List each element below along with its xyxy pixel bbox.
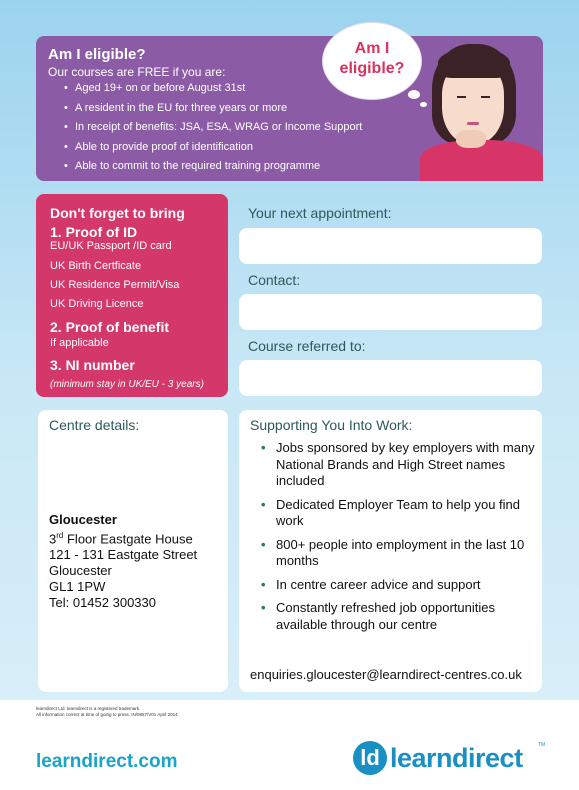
list-item: • In receipt of benefits: JSA, ESA, WRAG or Income Support <box>64 118 362 138</box>
bubble-text-line1: Am I <box>354 40 390 57</box>
list-item: • Constantly refreshed job opportunities available through our centre <box>261 600 537 633</box>
learndirect-logo <box>353 740 523 776</box>
logo-mark-icon: ld <box>353 741 387 775</box>
list-item: • A resident in the EU for three years or more <box>64 99 362 119</box>
address-line <box>49 528 197 547</box>
centre-details-title: Centre details: <box>49 417 140 433</box>
logo-wordmark: learndirect <box>390 742 523 773</box>
proof-of-id-heading: 1. Proof of ID <box>50 224 138 240</box>
proof-of-benefit-heading: 2. Proof of benefit <box>50 319 169 335</box>
list-item: • 800+ people into employment in the last 10 months <box>261 537 537 570</box>
legal-line: All information correct at time of going to press. IN/0857/V01 April 2014 <box>36 712 178 717</box>
course-label: Course referred to: <box>248 338 366 354</box>
character-eye <box>481 96 490 98</box>
list-item: • In centre career advice and support <box>261 577 537 594</box>
appointment-field[interactable] <box>239 228 542 264</box>
list-item: • Able to commit to the required training programme <box>64 157 362 177</box>
floor-ordinal: rd <box>56 531 64 540</box>
bubble-text-line2: eligible? <box>339 60 405 77</box>
list-item: • Able to provide proof of identification <box>64 138 362 158</box>
centre-name: Gloucester <box>49 512 117 527</box>
trademark-symbol: TM <box>538 742 546 748</box>
course-field[interactable] <box>239 360 542 396</box>
bubble-tail <box>408 90 420 99</box>
list-item: • Jobs sponsored by key employers with many National Brands and High Street names included <box>261 440 537 490</box>
centre-address <box>49 512 197 611</box>
telephone: Tel: 01452 300330 <box>49 595 156 611</box>
list-item: • Dedicated Employer Team to help you find work <box>261 497 537 530</box>
dont-forget-title: Don't forget to bring <box>50 205 185 221</box>
address-line: GL1 1PW <box>49 579 106 595</box>
legal-line: learndirect Ltd. learndirect is a registered trademark. <box>36 706 141 711</box>
eligibility-title: Am I eligible? <box>48 46 146 63</box>
floor-number: 3 <box>49 531 57 547</box>
address-line: Gloucester <box>49 563 112 579</box>
list-item: • Aged 19+ on or before August 31st <box>64 79 362 99</box>
contact-field[interactable] <box>239 294 542 330</box>
id-item: UK Birth Certficate <box>50 260 142 272</box>
speech-bubble <box>322 22 422 100</box>
centre-details-box <box>38 410 228 692</box>
id-item: UK Residence Permit/Visa <box>50 279 180 291</box>
ni-note: (minimum stay in UK/EU - 3 years) <box>50 379 204 390</box>
benefit-note: If applicable <box>50 337 109 349</box>
id-item: EU/UK Passport /ID card <box>50 240 172 252</box>
support-box <box>239 410 542 692</box>
character-mouth <box>467 122 479 125</box>
ni-number-heading: 3. NI number <box>50 357 135 373</box>
contact-label: Contact: <box>248 272 301 288</box>
support-list <box>261 440 537 640</box>
bubble-tail <box>420 102 427 107</box>
floor-text: Floor Eastgate House <box>66 531 193 547</box>
character-hand <box>456 130 486 148</box>
eligibility-subtitle: Our courses are FREE if you are: <box>48 65 226 79</box>
website-link[interactable]: learndirect.com <box>36 751 178 772</box>
email-link[interactable]: enquiries.gloucester@learndirect-centres.co.uk <box>250 667 522 682</box>
id-item: UK Driving Licence <box>50 298 144 310</box>
appointment-label: Your next appointment: <box>248 205 392 221</box>
legal-text <box>36 706 178 718</box>
character-fringe <box>438 48 510 78</box>
dont-forget-box <box>36 194 228 397</box>
character-eye <box>457 96 466 98</box>
address-line: 121 - 131 Eastgate Street <box>49 547 198 563</box>
eligibility-list <box>64 79 362 177</box>
support-title: Supporting You Into Work: <box>250 417 413 433</box>
